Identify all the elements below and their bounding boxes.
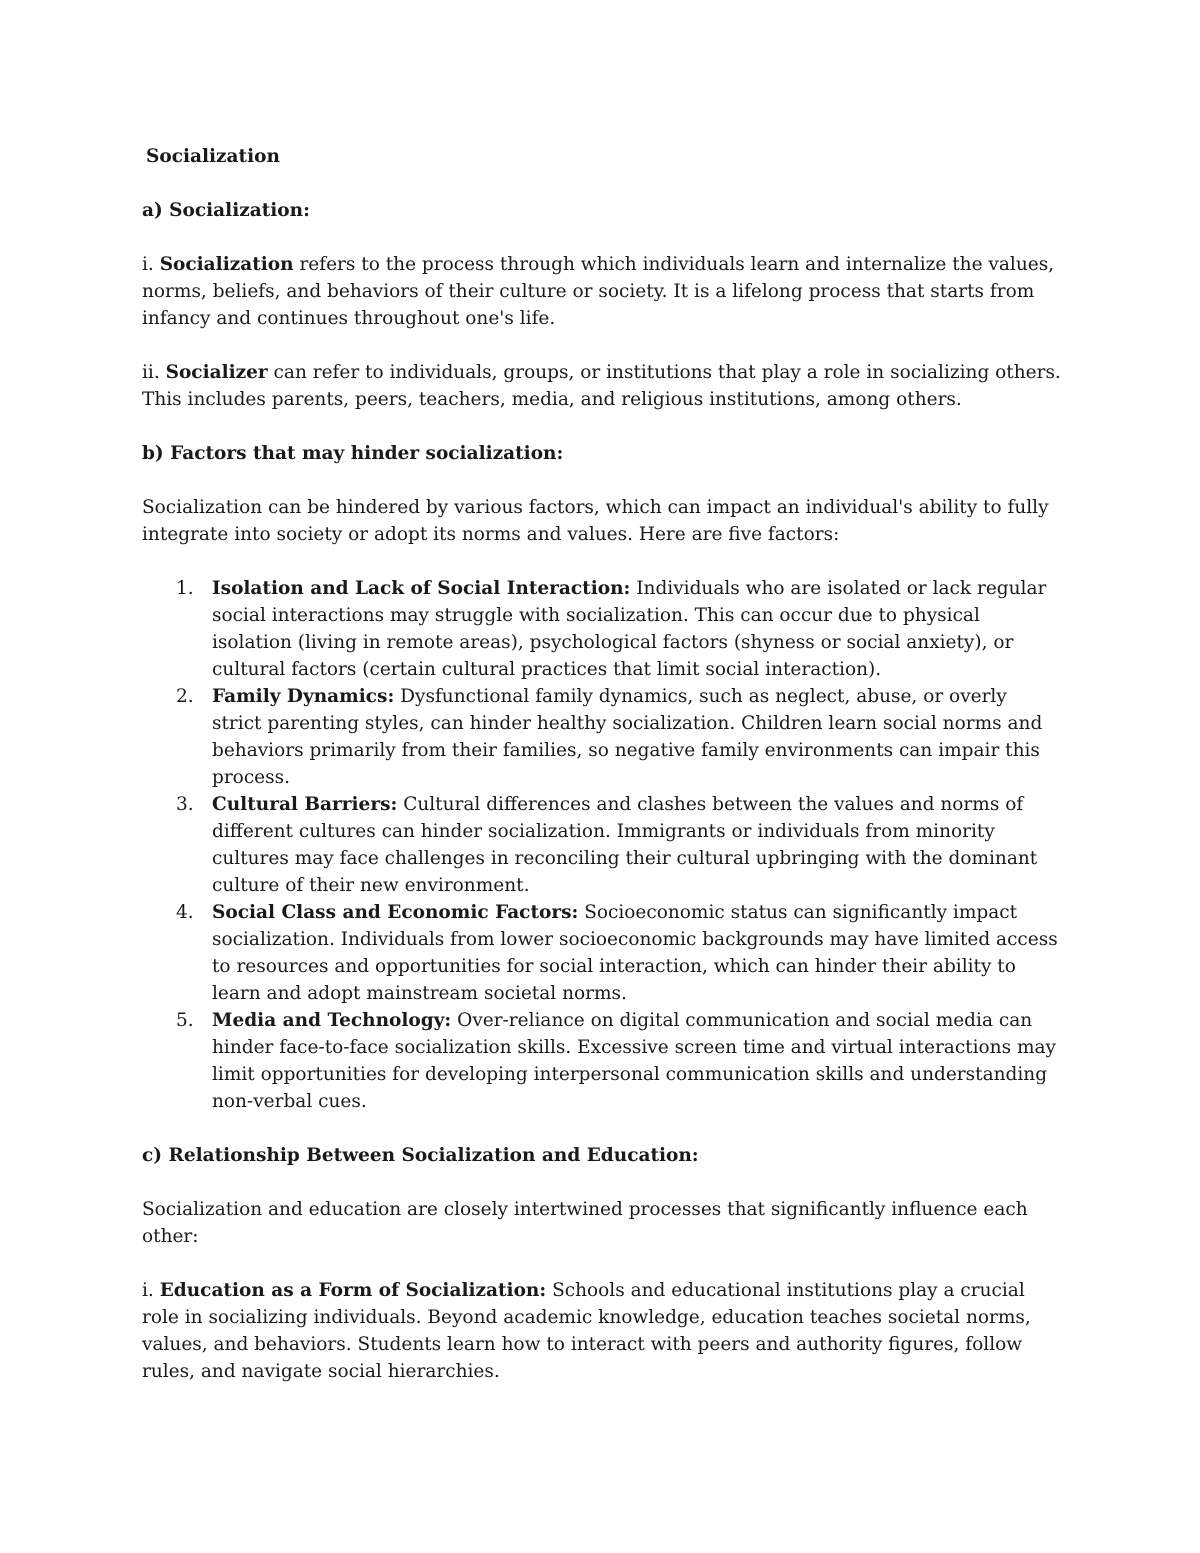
list-item-number: 1.: [176, 578, 194, 599]
section-a-heading: a) Socialization:: [142, 200, 310, 221]
point-term: Education as a Form of Socialization:: [159, 1280, 547, 1301]
list-item-number: 2.: [176, 686, 194, 707]
document-content: [142, 143, 1062, 1385]
list-item-title: Social Class and Economic Factors:: [212, 902, 579, 923]
list-item-number: 3.: [176, 794, 194, 815]
list-item: [142, 575, 1062, 683]
list-item-number: 4.: [176, 902, 194, 923]
definition-term: Socialization: [159, 254, 294, 275]
list-item: [142, 791, 1062, 899]
section-b-intro: Socialization can be hindered by various factors, which can impact an individual's ability to fully integrate into society or adopt its norms and values. Here are five factors:: [142, 497, 1049, 545]
list-item-title: Cultural Barriers:: [212, 794, 398, 815]
definition-text: refers to the process through which individuals learn and internalize the values, norms, beliefs, and behaviors of their culture or society. It is a lifelong process that starts from infancy and continues throughout one's life.: [142, 254, 1055, 329]
definition-socializer: [142, 359, 1062, 413]
list-item: [142, 683, 1062, 791]
list-item: [142, 899, 1062, 1007]
document-title: Socialization: [146, 146, 280, 167]
list-item-text: Cultural differences and clashes between the values and norms of different cultures can hinder socialization. Immigrants or individuals from minority cultures may face challenges in reconciling their cultural upbringing with the dominant culture of their new environment.: [212, 794, 1038, 896]
point-prefix: i.: [142, 1280, 160, 1301]
definition-prefix: i.: [142, 254, 160, 275]
section-c-heading: c) Relationship Between Socialization and Education:: [142, 1145, 699, 1166]
list-item-number: 5.: [176, 1010, 194, 1031]
list-item-title: Media and Technology:: [212, 1010, 452, 1031]
education-socialization-point: [142, 1277, 1062, 1385]
list-item-text: Socioeconomic status can significantly impact socialization. Individuals from lower socioeconomic backgrounds may have limited access to resources and opportunities for social interaction, which can hinder their ability to learn and adopt mainstream societal norms.: [212, 902, 1058, 1004]
list-item-text: Dysfunctional family dynamics, such as neglect, abuse, or overly strict parenting styles, can hinder healthy socialization. Children learn social norms and behaviors primarily from their families, so negative family environments can impair this process.: [212, 686, 1043, 788]
factors-list: [142, 575, 1062, 1115]
section-c-intro: Socialization and education are closely intertwined processes that significantly influence each other:: [142, 1199, 1028, 1247]
list-item-title: Isolation and Lack of Social Interaction:: [212, 578, 631, 599]
definition-term: Socializer: [165, 362, 268, 383]
list-item-text: Over-reliance on digital communication and social media can hinder face-to-face socialization skills. Excessive screen time and virtual interactions may limit opportunities for developing interpersonal communication skills and understanding non-verbal cues.: [212, 1010, 1056, 1112]
definition-socialization: [142, 251, 1062, 332]
list-item-title: Family Dynamics:: [212, 686, 395, 707]
list-item-text: Individuals who are isolated or lack regular social interactions may struggle with socialization. This can occur due to physical isolation (living in remote areas), psychological factors (shyness or social anxiety), or cultural factors (certain cultural practices that limit social interaction).: [212, 578, 1047, 680]
definition-prefix: ii.: [142, 362, 166, 383]
definition-text: can refer to individuals, groups, or institutions that play a role in socializing others. This includes parents, peers, teachers, media, and religious institutions, among others.: [142, 362, 1061, 410]
section-b-heading: b) Factors that may hinder socialization:: [142, 443, 564, 464]
list-item: [142, 1007, 1062, 1115]
point-text: Schools and educational institutions play a crucial role in socializing individuals. Beyond academic knowledge, education teaches societal norms, values, and behaviors. Students learn how to interact with peers and authority figures, follow rules, and navigate social hierarchies.: [142, 1280, 1031, 1382]
